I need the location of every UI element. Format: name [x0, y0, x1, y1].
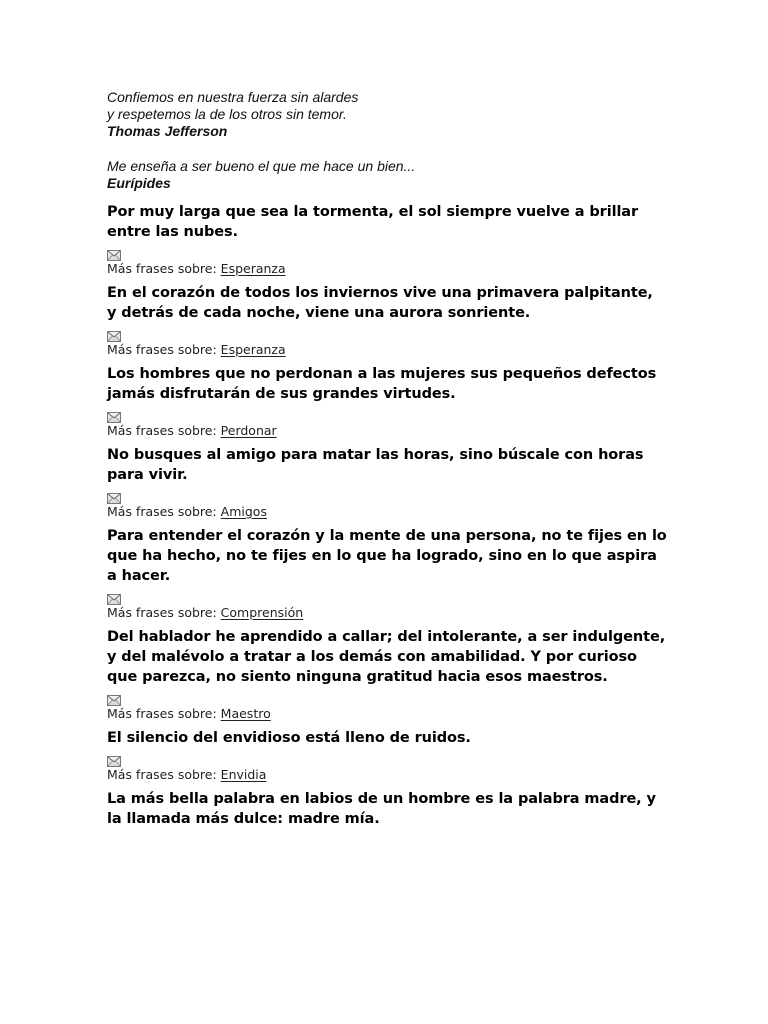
quote-entry: [107, 526, 667, 620]
quote-entry: [107, 283, 667, 357]
quote-text: El silencio del envidioso está lleno de ruidos.: [107, 730, 471, 746]
more-quotes-label: Más frases sobre:: [107, 342, 217, 357]
topic-link[interactable]: Esperanza: [220, 342, 286, 357]
envelope-icon[interactable]: [107, 331, 121, 342]
quote-meta: [107, 695, 667, 721]
envelope-icon[interactable]: [107, 493, 121, 504]
document-page: [107, 89, 667, 829]
more-quotes-line: [107, 706, 667, 721]
quote-entry: [107, 728, 667, 782]
quote-text: Del hablador he aprendido a callar; del intolerante, a ser indulgente, y del malévolo a tratar a los demás con amabilidad. Y por curioso que parezca, no siento ninguna gratitud hacia esos maestros.: [107, 629, 666, 685]
more-quotes-label: Más frases sobre:: [107, 504, 217, 519]
more-quotes-label: Más frases sobre:: [107, 605, 217, 620]
more-quotes-line: [107, 261, 667, 276]
quote-entry: [107, 202, 667, 276]
quote-meta: [107, 493, 667, 519]
intro-author: Eurípides: [107, 175, 171, 191]
quote-entry: [107, 445, 667, 519]
intro-quote-line: Confiemos en nuestra fuerza sin alardes: [107, 89, 359, 105]
envelope-icon[interactable]: [107, 250, 121, 261]
envelope-icon[interactable]: [107, 695, 121, 706]
more-quotes-label: Más frases sobre:: [107, 423, 217, 438]
quote-text: No busques al amigo para matar las horas, sino búscale con horas para vivir.: [107, 447, 644, 483]
intro-quote-1: [107, 89, 667, 140]
more-quotes-line: [107, 423, 667, 438]
intro-quote-2: [107, 158, 667, 192]
more-quotes-label: Más frases sobre:: [107, 261, 217, 276]
topic-link[interactable]: Perdonar: [220, 423, 277, 438]
quote-text: En el corazón de todos los inviernos vive una primavera palpitante, y detrás de cada noche, viene una aurora sonriente.: [107, 285, 653, 321]
quote-meta: [107, 594, 667, 620]
more-quotes-line: [107, 767, 667, 782]
quote-text: La más bella palabra en labios de un hombre es la palabra madre, y la llamada más dulce: madre mía.: [107, 791, 656, 827]
quote-meta: [107, 250, 667, 276]
quote-text: Por muy larga que sea la tormenta, el sol siempre vuelve a brillar entre las nubes.: [107, 204, 639, 240]
quote-entry: [107, 627, 667, 721]
more-quotes-line: [107, 605, 667, 620]
quote-entry: [107, 789, 667, 829]
topic-link[interactable]: Maestro: [220, 706, 271, 721]
envelope-icon[interactable]: [107, 412, 121, 423]
more-quotes-label: Más frases sobre:: [107, 767, 217, 782]
quote-text: Los hombres que no perdonan a las mujeres sus pequeños defectos jamás disfrutarán de sus grandes virtudes.: [107, 366, 657, 402]
topic-link[interactable]: Comprensión: [220, 605, 304, 620]
intro-quote-line: y respetemos la de los otros sin temor.: [107, 106, 347, 122]
topic-link[interactable]: Envidia: [220, 767, 267, 782]
envelope-icon[interactable]: [107, 756, 121, 767]
more-quotes-label: Más frases sobre:: [107, 706, 217, 721]
more-quotes-line: [107, 342, 667, 357]
topic-link[interactable]: Esperanza: [220, 261, 286, 276]
quote-meta: [107, 412, 667, 438]
quote-text: Para entender el corazón y la mente de una persona, no te fijes en lo que ha hecho, no te fijes en lo que ha logrado, sino en lo que aspira a hacer.: [107, 528, 667, 584]
quote-entry: [107, 364, 667, 438]
intro-author: Thomas Jefferson: [107, 123, 228, 139]
intro-quote-line: Me enseña a ser bueno el que me hace un bien...: [107, 158, 416, 174]
envelope-icon[interactable]: [107, 594, 121, 605]
quote-meta: [107, 331, 667, 357]
more-quotes-line: [107, 504, 667, 519]
quote-meta: [107, 756, 667, 782]
topic-link[interactable]: Amigos: [220, 504, 267, 519]
